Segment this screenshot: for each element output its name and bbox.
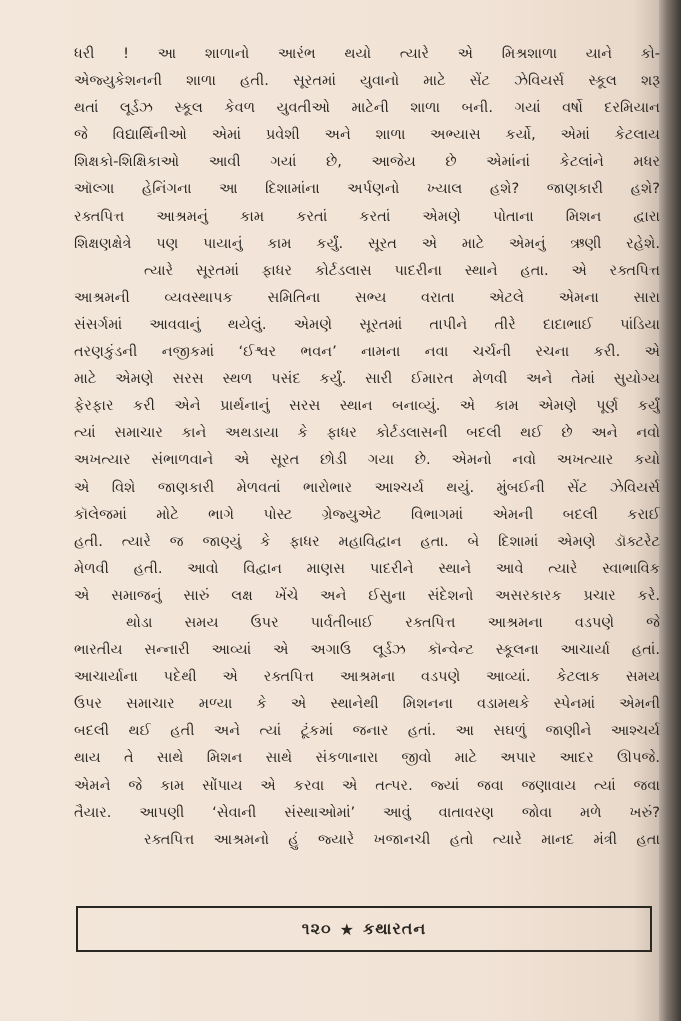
paragraph-start-line: રક્તપિત્ત આશ્રમનો હું જ્યારે ખજાનચી હતો ત્યારે માનદ મંત્રી હતા — [144, 830, 660, 848]
text-line: મેળવી હતી. આવો વિદ્વાન માણસ પાદરીને સ્થાને આવે ત્યારે સ્વાભાવિક — [74, 559, 660, 577]
text-line: રક્તપિત્ત આશ્રમનું કામ કરતાં કરતાં એમણે પોતાના મિશન દ્વારા — [74, 207, 660, 225]
text-line: આચાર્યાના પદેથી એ રક્તપિત્ત આશ્રમના વડપણે આવ્યાં. કેટલાક સમય — [74, 668, 660, 686]
text-line: તરણકુંડની નજીકમાં ‘ઈશ્વર ભવન’ નામના નવા ચર્ચની રચના કરી. એ — [74, 343, 660, 361]
text-line: ઑલ્ગા હેનિંગના આ દિશામાંના અર્પણનો ખ્યાલ હશે? જાણકારી હશે? — [74, 180, 660, 198]
text-line: હતી. ત્યારે જ જાણ્યું કે ફાધર મહાવિદ્વાન હતા. બે દિશામાં એમણે ડૉક્ટરેટ — [74, 532, 660, 550]
text-line: બદલી થઈ હતી અને ત્યાં ટૂંકમાં જનાર હતાં. આ સઘળું જાણીને આશ્ચર્ય — [74, 722, 660, 740]
text-line: થાય તે સાથે મિશન સાથે સંકળાનારા જીવો માટે અપાર આદર ઊપજે. — [74, 749, 660, 767]
text-line: માટે એમણે સરસ સ્થળ પસંદ કર્યું. સારી ઈમારત મેળવી અને તેમાં સુયોગ્ય — [74, 370, 660, 388]
text-line: એ વિશે જાણકારી મેળવતાં ભારોભાર આશ્ચર્ય થયું. મુંબઈની સેંટ ઝેવિયર્સ — [74, 478, 660, 496]
paragraph-start-line: થોડા સમય ઉપર પાર્વતીબાઈ રક્તપિત્ત આશ્રમના વડપણે જે — [126, 613, 660, 631]
text-line: ભારતીય સન્નારી આવ્યાં એ અગાઉ લૂર્ડઝ કૉન્વેન્ટ સ્કૂલના આચાર્યા હતાં. — [74, 641, 660, 659]
text-line: ત્યાં સમાચાર કાને અથડાયા કે ફાધર કોર્ટડલાસની બદલી થઈ છે અને નવો — [74, 424, 660, 442]
text-line: શિક્ષકો-શિક્ષિકાઓ આવી ગયાં છે, આજેય છે એમાંનાં કેટલાંને મધર — [74, 153, 660, 171]
text-line: તૈયાર. આપણી ‘સેવાની સંસ્થાઓમાં’ આવું વાતાવરણ જોવા મળે ખરું? — [74, 803, 660, 821]
text-line: એમને જે કામ સોંપાય એ કરવા એ તત્પર. જ્યાં જવા જણાવાય ત્યાં જવા — [74, 776, 660, 794]
text-line: ધરી ! આ શાળાનો આરંભ થયો ત્યારે એ મિશ્રશાળા યાને કો- — [74, 45, 660, 62]
text-line: સંસર્ગમાં આવવાનું થયેલું. એમણે સૂરતમાં તાપીને તીરે દાદાભાઈ પાંડિયા — [74, 315, 660, 333]
book-spine-shadow — [659, 0, 681, 1021]
text-line: ઉપર સમાચાર મળ્યા કે એ સ્થાનેથી મિશનના વડામથકે સ્પેનમાં એમની — [74, 695, 660, 713]
text-line: અખત્યાર સંભાળવાને એ સૂરત છોડી ગયા છે. એમનો નવો અખત્યાર કયો — [74, 451, 660, 469]
text-line: ફેરફાર કરી એને પ્રાર્થનાનું સરસ સ્થાન બનાવ્યું. એ કામ એમણે પૂર્ણ કર્યું — [74, 397, 660, 415]
page-number: ૧૨૦ — [301, 919, 332, 938]
text-line: એ સમાજનું સારું લક્ષ ખેંચે અને ઈસુના સંદેશનો અસરકારક પ્રચાર કરે. — [74, 586, 660, 604]
star-icon: ★ — [339, 919, 355, 939]
text-line: જે વિદ્યાર્થિનીઓ એમાં પ્રવેશી અને શાળા અભ્યાસ કર્યો, એમાં કેટલાય — [74, 126, 660, 144]
text-line: એજ્યુકેશનની શાળા હતી. સૂરતમાં યુવાનો માટે સેંટ ઝેવિયર્સ સ્કૂલ શરૂ — [74, 72, 660, 90]
paragraph-start-line: ત્યારે સૂરતમાં ફાધર કોર્ટડલાસ પાદરીના સ્થાને હતા. એ રક્તપિત્ત — [144, 261, 660, 279]
text-line: આશ્રમની વ્યવસ્થાપક સમિતિના સભ્ય વરાતા એટલે એમના સારા — [74, 288, 660, 306]
page-footer — [76, 906, 652, 952]
text-line: શિક્ષણક્ષેત્રે પણ પાયાનું કામ કર્યું. સૂરત એ માટે એમનું ઋણી રહેશે. — [74, 234, 660, 252]
text-line: કૉલેજમાં મોટે ભાગે પોસ્ટ ગ્રેજ્યુએટ વિભાગમાં એમની બદલી કરાઈ — [74, 505, 660, 523]
page-body-text — [74, 40, 660, 853]
book-title: કથારતન — [362, 919, 427, 938]
text-line: થતાં લૂર્ડઝ સ્કૂલ કેવળ યુવતીઓ માટેની શાળા બની. ગયાં વર્ષો દરમિયાન — [74, 99, 660, 117]
